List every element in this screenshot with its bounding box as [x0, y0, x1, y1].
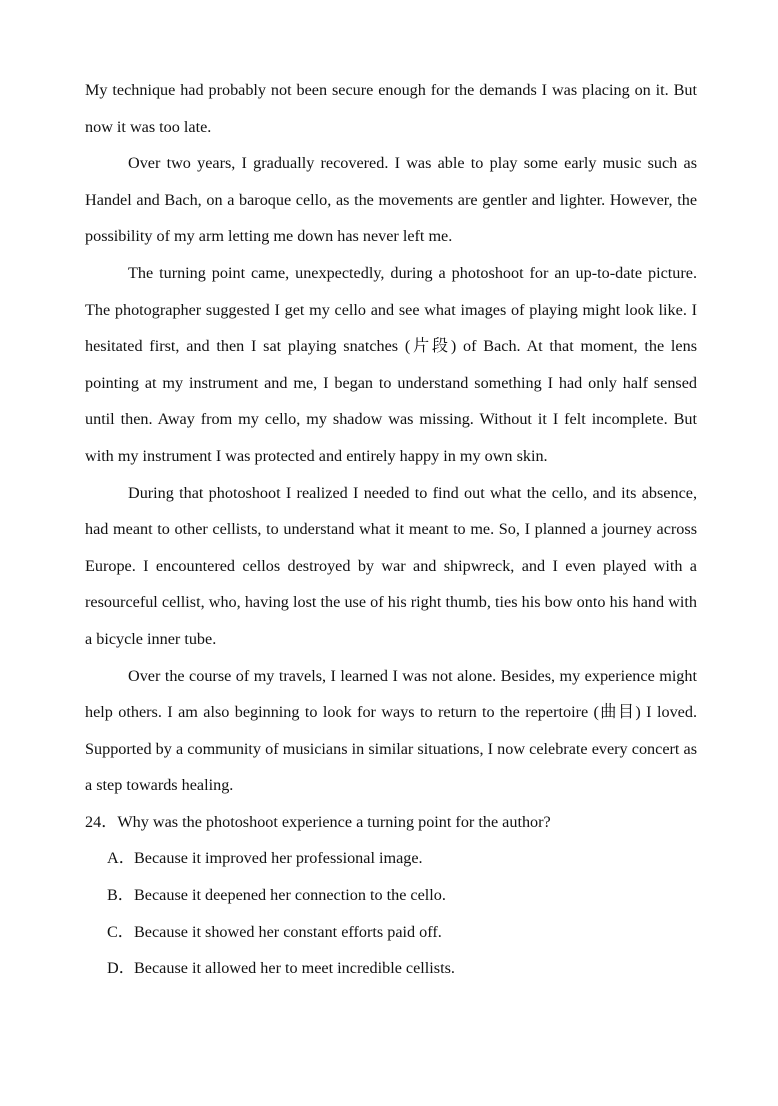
passage-paragraph-1: My technique had probably not been secure enough for the demands I was placing on it. But now it was too late. [85, 81, 697, 136]
passage-paragraph-4: During that photoshoot I realized I needed to find out what the cello, and its absence, had meant to other cellists, to understand what it meant to me. So, I planned a journey across Europe. I encountered cellos destroyed by war and shipwreck, and I even played with a resourceful cellist, who, having lost the use of his right thumb, ties his bow onto his hand with a bicycle inner tube. [85, 483, 697, 648]
passage-paragraph-3: The turning point came, unexpectedly, during a photoshoot for an up-to-date picture. The photographer suggested I get my cello and see what images of playing might look like. I hesitated first, and then I sat playing snatches (片段) of Bach. At that moment, the lens pointing at my instrument and me, I began to understand something I had only half sensed until then. Away from my cello, my shadow was missing. Without it I felt incomplete. But with my instrument I was protected and entirely happy in my own skin. [85, 263, 697, 465]
passage-paragraph-2: Over two years, I gradually recovered. I was able to play some early music such as Handel and Bach, on a baroque cello, as the movements are gentler and lighter. However, the possibility of my arm letting me down has never left me. [85, 154, 697, 246]
passage-paragraph-5: Over the course of my travels, I learned I was not alone. Besides, my experience might help others. I am also beginning to look for ways to return to the repertoire (曲目) I loved. Supported by a community of musicians in similar situations, I now celebrate every concert as a step towards healing. [85, 666, 697, 795]
option-b[interactable] [107, 877, 697, 914]
option-a[interactable] [107, 840, 697, 877]
question-stem [85, 804, 697, 841]
option-text: Because it allowed her to meet incredible cellists. [134, 959, 455, 978]
option-letter: D． [107, 959, 135, 978]
question-number: 24． [85, 812, 118, 831]
question-block [85, 804, 697, 987]
option-text: Because it improved her professional image. [134, 849, 423, 868]
answer-options [85, 840, 697, 986]
option-text: Because it deepened her connection to the cello. [134, 886, 446, 905]
option-text: Because it showed her constant efforts paid off. [134, 922, 442, 941]
option-letter: B． [107, 886, 134, 905]
option-letter: A． [107, 849, 135, 868]
document-page [85, 72, 697, 987]
option-c[interactable] [107, 914, 697, 951]
question-text: Why was the photoshoot experience a turning point for the author? [117, 812, 551, 831]
option-d[interactable] [107, 950, 697, 987]
option-letter: C． [107, 922, 134, 941]
